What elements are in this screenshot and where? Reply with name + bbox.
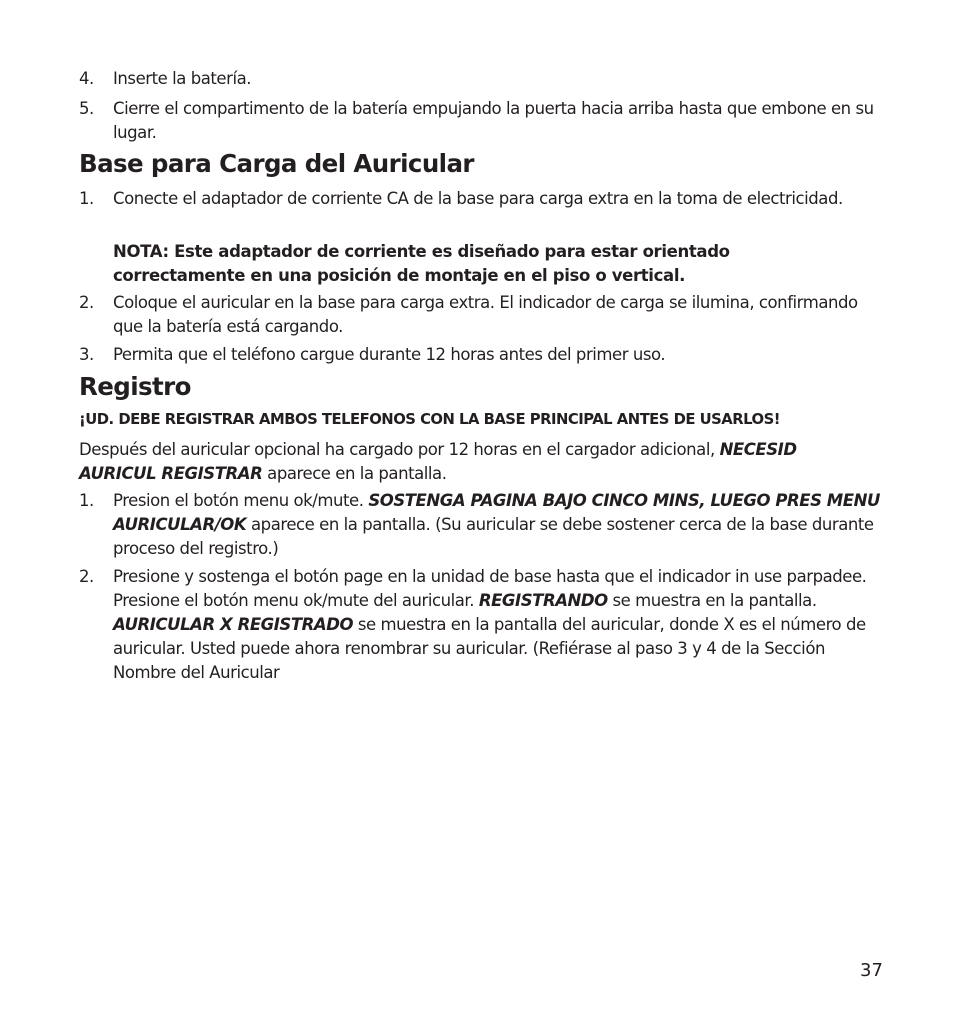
step-number: 2. [79, 293, 94, 312]
list-item [79, 97, 879, 145]
section-heading-registro: Registro [79, 372, 191, 401]
step-number: 4. [79, 69, 94, 88]
list-item [79, 565, 879, 685]
intro-text: aparece en la pantalla. [262, 464, 447, 483]
list-item [79, 67, 879, 91]
step-text: Inserte la batería. [113, 69, 252, 88]
intro-text: Después del auricular opcional ha cargado por 12 horas en el cargador adicional, [79, 440, 720, 459]
step-text-part: Presione y sostenga el botón page en la unidad de base hasta que el indicador in use parpadee. Presione el botón menu ok/mute del auricular. [113, 567, 867, 610]
list-item [79, 489, 879, 561]
step-number: 3. [79, 345, 94, 364]
display-message: AURICULAR X REGISTRADO [113, 615, 354, 634]
note-text: NOTA: Este adaptador de corriente es diseñado para estar orientado correctamente en una posición de montaje en el piso o vertical. [113, 242, 730, 285]
list-item [79, 291, 879, 339]
step-text: Coloque el auricular en la base para carga extra. El indicador de carga se ilumina, confirmando que la batería está cargando. [113, 293, 858, 336]
step-text-part: Presion el botón menu ok/mute. [113, 491, 369, 510]
warning-text: ¡UD. DEBE REGISTRAR AMBOS TELEFONOS CON LA BASE PRINCIPAL ANTES DE USARLOS! [79, 411, 781, 428]
step-number: 1. [79, 189, 94, 208]
step-text: Conecte el adaptador de corriente CA de la base para carga extra en la toma de electricidad. [113, 189, 843, 208]
step-text-part: aparece en la pantalla. (Su auricular se debe sostener cerca de la base durante proceso del registro.) [113, 515, 874, 558]
step-text-part: se muestra en la pantalla del auricular, donde X es el número de auricular. Usted puede ahora renombrar su auricular. (Refiérase al paso 3 y 4 de la Sección Nombre del Auricular [113, 615, 866, 682]
step-text: Cierre el compartimento de la batería empujando la puerta hacia arriba hasta que embone en su lugar. [113, 99, 874, 142]
display-message: SOSTENGA PAGINA BAJO CINCO MINS, LUEGO PRES MENU AURICULAR/OK [113, 491, 880, 534]
step-text: Permita que el teléfono cargue durante 12 horas antes del primer uso. [113, 345, 666, 364]
step-text [113, 489, 881, 561]
step-number: 2. [79, 567, 94, 586]
step-number: 5. [79, 99, 94, 118]
display-message: REGISTRANDO [478, 591, 608, 610]
step-text [113, 565, 881, 685]
section-heading-base: Base para Carga del Auricular [79, 149, 474, 178]
step-number: 1. [79, 491, 94, 510]
list-item [79, 187, 879, 211]
list-item [79, 343, 879, 367]
display-message: NECESID AURICUL REGISTRAR [79, 440, 797, 483]
step-text-part: se muestra en la pantalla. [607, 591, 817, 610]
intro-paragraph [79, 438, 879, 486]
page-number: 37 [860, 960, 883, 981]
